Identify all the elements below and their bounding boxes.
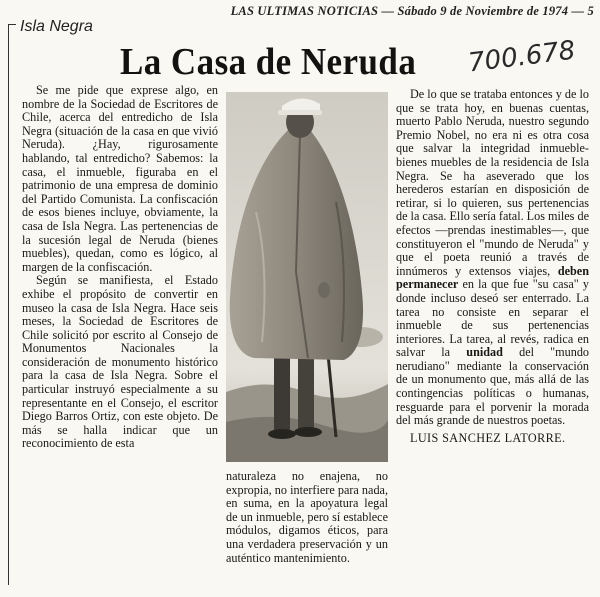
section-label: Isla Negra xyxy=(16,18,97,36)
emphasis-text: unidad xyxy=(466,345,503,360)
person-photo-icon xyxy=(226,92,388,462)
archive-handwritten-note: 700.678 xyxy=(466,35,577,79)
article-paragraph: Según se manifiesta, el Estado exhibe el propósito de convertir en museo la casa de Isla Negra. Hace seis meses, la Sociedad de Escritores de Chile solicitó por escrito al Consejo de Monumentos Nacionales la consideración de monumento histórico para la casa de Isla Negra. Sobre el particular instruyó especialmente a su representante en el Consejo, el escritor Diego Barros Ortiz, con este objeto. De más se halla indicar que un reconocimiento de esta xyxy=(22,273,218,451)
newspaper-masthead: LAS ULTIMAS NOTICIAS — Sábado 9 de Noviembre de 1974 — 5 xyxy=(230,4,594,18)
author-signature: LUIS SANCHEZ LATORRE. xyxy=(410,430,566,445)
article-paragraph xyxy=(396,88,589,428)
headline: La Casa de Neruda xyxy=(120,41,417,83)
neruda-photo xyxy=(226,92,388,462)
text-run: De lo que se trataba entonces y de lo que se trata hoy, en buenas cuentas, muerto Pablo Neruda, nuestro segundo Premio Nobel, no era ni es otra cosa que salvar la integridad inmueble-bienes muebles de la residencia de Isla Negra. Se ha aseverado que los herederos estarían en disposición de retirar, si lo quieren, sus pertenencias de la casa. Ello sería fatal. Los miles de efectos —prendas inestimables—, que constituyeron el "mundo de Neruda" y que el poeta reunió a través de innúmeros y extensos viajes, xyxy=(396,87,589,278)
article-paragraph: Se me pide que exprese algo, en nombre de la Sociedad de Escritores de Chile, acerca del entredicho de Isla Negra (situación de la casa en que vivió Neruda). ¿Hay, rigurosamente hablando, tal entredicho? Sabemos: la casa, el inmueble, figuraba en el patrimonio de una empresa de dominio del Partido Comunista. La confiscación de esos bienes incluye, obviamente, la casa de Isla Negra. Las pertenencias de la sucesión legal de Neruda (bienes muebles), quedan, como es lógico, al margen de la confiscación. xyxy=(22,83,218,274)
article-column-left xyxy=(22,84,218,451)
article-column-right xyxy=(396,88,589,445)
text-run: en la que fue "su casa" y donde incluso deseó ser enterrado. La tarea no consiste en separar el inmueble de sus pertenencias interiores. La tarea, al revés, radica en salvar la xyxy=(396,277,589,360)
emphasis-text: deben permanecer xyxy=(396,263,589,292)
section-frame xyxy=(8,24,23,585)
text-run: del "mundo nerudiano" mediante la conservación de un monumento que, más allá de las contingencias políticas o humanas, resguarde para el porvenir la morada del más grande de nuestros poetas. xyxy=(396,345,590,428)
article-paragraph: naturaleza no enajena, no expropia, no interfiere para nada, en suma, en la apoyatura legal de un inmueble, pero sí establece módulos, digamos éticos, para una verdadera preservación y un auténtico mantenimiento. xyxy=(226,469,388,565)
article-column-middle xyxy=(226,470,388,565)
